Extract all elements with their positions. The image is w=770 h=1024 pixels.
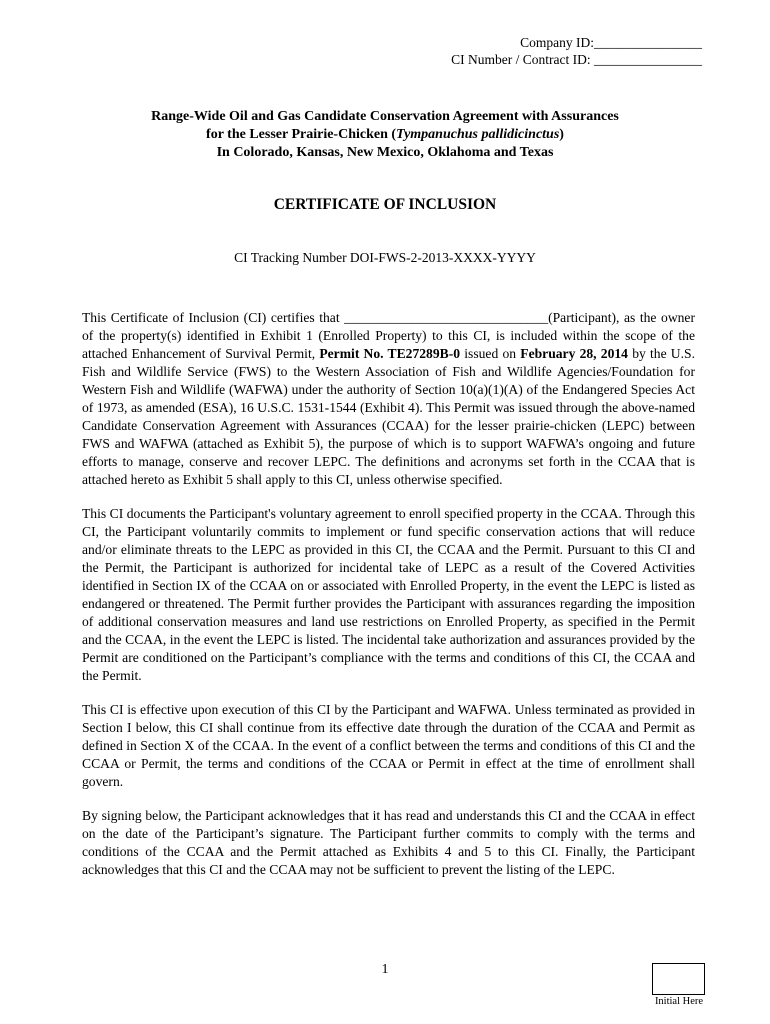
paragraph-3: This CI is effective upon execution of this CI by the Participant and WAFWA. Unless terminated as provided in Section I below, this CI shall continue from its effective date through the duration of the CCAA and Permit as defined in Section X of the CCAA. In the event of a conflict between the terms and conditions of this CI and the CCAA or Permit, the terms and conditions of the CCAA or Permit in effect at the time of enrollment shall govern. [82, 702, 695, 789]
paragraph-1-part-b: issued on [460, 346, 521, 361]
body-text [82, 309, 695, 895]
tracking-number: CI Tracking Number DOI-FWS-2-2013-XXXX-YYYY [234, 250, 536, 265]
paragraph-1 [82, 309, 695, 489]
title-line-3: In Colorado, Kansas, New Mexico, Oklahoma and Texas [216, 145, 554, 160]
certificate-title: CERTIFICATE OF INCLUSION [273, 196, 497, 213]
initial-here-label: Initial Here [654, 996, 704, 1007]
header-ids [451, 34, 702, 68]
ci-number-line: CI Number / Contract ID: ________________ [451, 52, 702, 67]
species-name: Tympanuchus pallidicinctus [396, 127, 560, 142]
permit-date: February 28, 2014 [520, 346, 628, 361]
initial-here-box[interactable] [652, 963, 705, 995]
paragraph-2: This CI documents the Participant's voluntary agreement to enroll specified property in the CCAA. Through this CI, the Participant voluntarily commits to implement or fund specific conservation actions that will reduce and/or eliminate threats to the LEPC as provided in this CI, the CCAA and the Permit. Pursuant to this CI and the Permit, the Participant is authorized for incidental take of LEPC as a result of the Covered Activities identified in Section IX of the CCAA on or associated with Enrolled Property, in the event the LEPC is listed as endangered or threatened. The Permit further provides the Participant with assurances regarding the imposition of additional conservation measures and land use restrictions on Enrolled Property, as specified in the Permit and the CCAA, in the event the LEPC is listed. The incidental take authorization and assurances provided by the Permit are conditioned on the Participant’s compliance with the terms and conditions of this CI, the CCAA and the Permit. [82, 506, 695, 683]
page-number: 1 [381, 962, 389, 977]
title-line-2 [0, 126, 770, 144]
paragraph-1-part-a: This Certificate of Inclusion (CI) certifies that ______________________________(Participant), as the owner of the property(s) identified in Exhibit 1 (Enrolled Property) to this CI, is included within the scope of the attached Enhancement of Survival Permit, [82, 310, 695, 361]
permit-number: Permit No. TE27289B-0 [319, 346, 461, 361]
title-line-2-post: ) [559, 127, 564, 142]
paragraph-4: By signing below, the Participant acknowledges that it has read and understands this CI and the CCAA in effect on the date of the Participant’s signature. The Participant further commits to comply with the terms and conditions of the CCAA and the Permit attached as Exhibits 4 and 5 to this CI. Finally, the Participant acknowledges that this CI and the CCAA may not be sufficient to prevent the listing of the LEPC. [82, 808, 695, 877]
paragraph-1-part-c: by the U.S. Fish and Wildlife Service (FWS) to the Western Association of Fish and Wildlife Agencies/Foundation for Western Fish and Wildlife (WAFWA) under the authority of Section 10(a)(1)(A) of the Endangered Species Act of 1973, as amended (ESA), 16 U.S.C. 1531-1544 (Exhibit 4). This Permit was issued through the above-named Candidate Conservation Agreement with Assurances (CCAA) for the lesser prairie-chicken (LEPC) between FWS and WAFWA (attached as Exhibit 5), the purpose of which is to support WAFWA’s ongoing and future efforts to manage, conserve and recover LEPC. The definitions and acronyms set forth in the CCAA that is attached hereto as Exhibit 5 shall apply to this CI, unless otherwise specified. [82, 346, 695, 487]
agreement-title [0, 108, 770, 162]
title-line-2-pre: for the Lesser Prairie-Chicken ( [206, 127, 397, 142]
title-line-1: Range-Wide Oil and Gas Candidate Conservation Agreement with Assurances [151, 109, 619, 124]
company-id-line: Company ID:________________ [520, 35, 702, 50]
